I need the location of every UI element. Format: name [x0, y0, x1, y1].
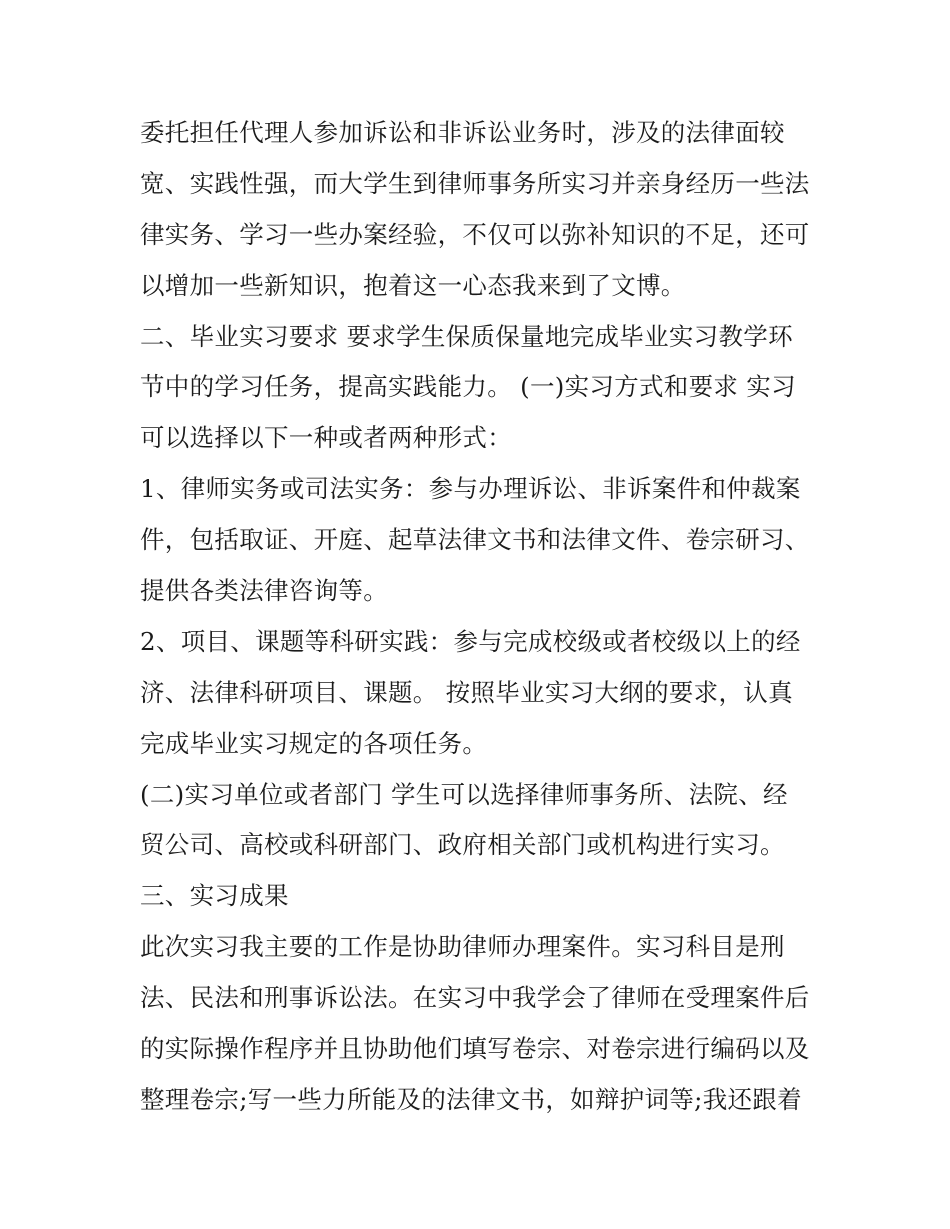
text-line-2: 宽、实践性强，而大学生到律师事务所实习并亲身经历一些法 — [140, 168, 810, 198]
text-line-9: 件，包括取证、开庭、起草法律文书和法律文件、卷宗研习、 — [140, 525, 810, 555]
text-line-10: 提供各类法律咨询等。 — [140, 576, 388, 606]
document-body — [140, 108, 830, 1126]
text-line-1: 委托担任代理人参加诉讼和非诉讼业务时，涉及的法律面较 — [140, 118, 785, 147]
text-line-12: 济、法律科研项目、课题。 按照毕业实习大纲的要求，认真 — [140, 677, 793, 707]
text-line-20: 整理卷宗;写一些力所能及的法律文书，如辩护词等;我还跟着 — [140, 1084, 802, 1114]
text-line-13: 完成毕业实习规定的各项任务。 — [140, 728, 488, 758]
text-line-3: 律实务、学习一些办案经验，不仅可以弥补知识的不足，还可 — [140, 219, 810, 249]
text-line-8: 1、律师实务或司法实务：参与办理诉讼、非诉案件和仲裁案 — [140, 474, 801, 504]
text-line-19: 的实际操作程序并且协助他们填写卷宗、对卷宗进行编码以及 — [140, 1034, 810, 1064]
text-line-18: 法、民法和刑事诉讼法。在实习中我学会了律师在受理案件后 — [140, 983, 810, 1013]
text-line-15: 贸公司、高校或科研部门、政府相关部门或机构进行实习。 — [140, 830, 785, 860]
text-line-16: 三、实习成果 — [140, 881, 289, 911]
text-line-5: 二、毕业实习要求 要求学生保质保量地完成毕业实习教学环 — [140, 321, 793, 351]
text-line-7: 可以选择以下一种或者两种形式： — [140, 423, 512, 453]
text-line-4: 以增加一些新知识，抱着这一心态我来到了文博。 — [140, 270, 686, 300]
text-line-6: 节中的学习任务，提高实践能力。 (一)实习方式和要求 实习 — [140, 372, 796, 402]
text-line-17: 此次实习我主要的工作是协助律师办理案件。实习科目是刑 — [140, 932, 785, 962]
text-line-14: (二)实习单位或者部门 学生可以选择律师事务所、法院、经 — [140, 779, 788, 809]
text-line-11: 2、项目、课题等科研实践：参与完成校级或者校级以上的经 — [140, 626, 801, 656]
